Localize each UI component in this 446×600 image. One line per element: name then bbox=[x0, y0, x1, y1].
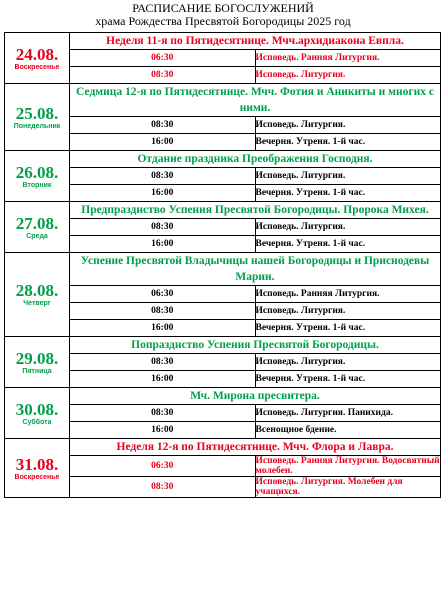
day-date: 26.08. bbox=[15, 162, 59, 182]
day-title-row bbox=[5, 388, 441, 405]
day-date-cell bbox=[5, 439, 70, 498]
day-weekday: Вторник bbox=[22, 181, 52, 189]
service-description: Исповедь. Литургия. Молебен для учащихся. bbox=[255, 477, 441, 498]
service-row bbox=[5, 303, 441, 320]
service-time: 08:30 bbox=[70, 303, 256, 320]
day-title-row bbox=[5, 84, 441, 117]
day-date: 24.08. bbox=[15, 44, 59, 64]
day-feast-title: Предпразднство Успения Пресвятой Богородицы. Пророка Михея. bbox=[70, 202, 441, 219]
service-description: Вечерня. Утреня. 1-й час. bbox=[255, 371, 441, 388]
day-weekday: Понедельник bbox=[13, 122, 61, 130]
service-description: Вечерня. Утреня. 1-й час. bbox=[255, 134, 441, 151]
day-feast-title: Успение Пресвятой Владычицы нашей Богородицы и Приснодевы Марии. bbox=[70, 253, 441, 286]
day-date: 30.08. bbox=[15, 399, 59, 419]
day-date: 27.08. bbox=[15, 213, 59, 233]
service-description: Исповедь. Литургия. Панихида. bbox=[255, 405, 441, 422]
service-row bbox=[5, 456, 441, 477]
service-row bbox=[5, 405, 441, 422]
service-time: 08:30 bbox=[70, 219, 256, 236]
service-time: 16:00 bbox=[70, 371, 256, 388]
day-date-cell bbox=[5, 151, 70, 202]
day-title-row bbox=[5, 33, 441, 50]
schedule-title: РАСПИСАНИЕ БОГОСЛУЖЕНИЙ bbox=[132, 1, 314, 15]
schedule-subtitle: храма Рождества Пресвятой Богородицы 2025 год bbox=[95, 14, 351, 28]
day-feast-title: Мч. Мирона пресвитера. bbox=[70, 388, 441, 405]
day-title-row bbox=[5, 151, 441, 168]
service-time: 06:30 bbox=[70, 456, 256, 477]
service-time: 08:30 bbox=[70, 168, 256, 185]
service-time: 06:30 bbox=[70, 286, 256, 303]
day-feast-title: Неделя 12-я по Пятидесятнице. Мчч. Флора и Лавра. bbox=[70, 439, 441, 456]
day-date: 25.08. bbox=[15, 103, 59, 123]
service-row bbox=[5, 50, 441, 67]
service-time: 16:00 bbox=[70, 320, 256, 337]
service-time: 08:30 bbox=[70, 354, 256, 371]
service-time: 16:00 bbox=[70, 134, 256, 151]
service-row bbox=[5, 168, 441, 185]
service-description: Исповедь. Литургия. bbox=[255, 219, 441, 236]
day-weekday: Воскресенье bbox=[14, 473, 60, 481]
service-row bbox=[5, 422, 441, 439]
schedule-table bbox=[4, 32, 441, 498]
day-date: 29.08. bbox=[15, 348, 59, 368]
day-weekday: Воскресенье bbox=[14, 63, 60, 71]
service-row bbox=[5, 185, 441, 202]
service-description: Исповедь. Ранняя Литургия. Водосвятный молебен. bbox=[255, 456, 440, 476]
service-row bbox=[5, 117, 441, 134]
day-title-row bbox=[5, 439, 441, 456]
service-row bbox=[5, 236, 441, 253]
day-feast-title: Неделя 11-я по Пятидесятнице. Мчч.архидиакона Евпла. bbox=[70, 33, 441, 50]
day-title-row bbox=[5, 202, 441, 219]
service-row bbox=[5, 371, 441, 388]
service-time: 16:00 bbox=[70, 422, 256, 439]
day-date: 31.08. bbox=[15, 454, 59, 474]
day-date-cell bbox=[5, 202, 70, 253]
day-date-cell bbox=[5, 388, 70, 439]
service-description: Исповедь. Литургия. bbox=[255, 67, 441, 84]
service-row bbox=[5, 320, 441, 337]
day-weekday: Четверг bbox=[23, 300, 51, 307]
service-description: Исповедь. Ранняя Литургия. bbox=[255, 50, 441, 67]
service-description: Исповедь. Литургия. bbox=[255, 303, 441, 320]
service-description: Исповедь. Литургия. bbox=[255, 168, 441, 185]
service-row bbox=[5, 286, 441, 303]
service-time: 06:30 bbox=[70, 50, 256, 67]
service-time: 08:30 bbox=[70, 67, 256, 84]
service-row bbox=[5, 134, 441, 151]
service-time: 08:30 bbox=[70, 477, 256, 498]
day-feast-title: Седмица 12-я по Пятидесятнице. Мчч. Фотия и Аникиты и многих с ними. bbox=[70, 84, 441, 117]
service-row bbox=[5, 477, 441, 498]
schedule-body bbox=[5, 33, 441, 498]
day-weekday: Пятница bbox=[22, 367, 52, 375]
day-date-cell bbox=[5, 84, 70, 151]
service-description: Исповедь. Ранняя Литургия. bbox=[255, 286, 441, 303]
day-date-cell bbox=[5, 33, 70, 84]
schedule-header bbox=[0, 0, 446, 28]
service-time: 08:30 bbox=[70, 117, 256, 134]
service-description: Вечерня. Утреня. 1-й час. bbox=[255, 185, 441, 202]
service-time: 16:00 bbox=[70, 185, 256, 202]
service-description: Вечерня. Утреня. 1-й час. bbox=[255, 236, 441, 253]
day-title-row bbox=[5, 253, 441, 286]
day-title-row bbox=[5, 337, 441, 354]
day-date-cell bbox=[5, 337, 70, 388]
service-row bbox=[5, 354, 441, 371]
service-description: Вечерня. Утреня. 1-й час. bbox=[255, 320, 441, 337]
day-feast-title: Отдание праздника Преображения Господня. bbox=[70, 151, 441, 168]
service-time: 08:30 bbox=[70, 405, 256, 422]
service-description: Исповедь. Литургия. bbox=[255, 117, 441, 134]
service-description: Всенощное бдение. bbox=[255, 422, 441, 439]
service-time: 16:00 bbox=[70, 236, 256, 253]
day-date-cell bbox=[5, 253, 70, 337]
day-date: 28.08. bbox=[15, 281, 59, 300]
service-row bbox=[5, 219, 441, 236]
day-weekday: Среда bbox=[26, 232, 48, 240]
day-weekday: Суббота bbox=[22, 418, 52, 426]
service-row bbox=[5, 67, 441, 84]
day-feast-title: Попразднство Успения Пресвятой Богородицы. bbox=[70, 337, 441, 354]
service-description: Исповедь. Литургия. bbox=[255, 354, 441, 371]
